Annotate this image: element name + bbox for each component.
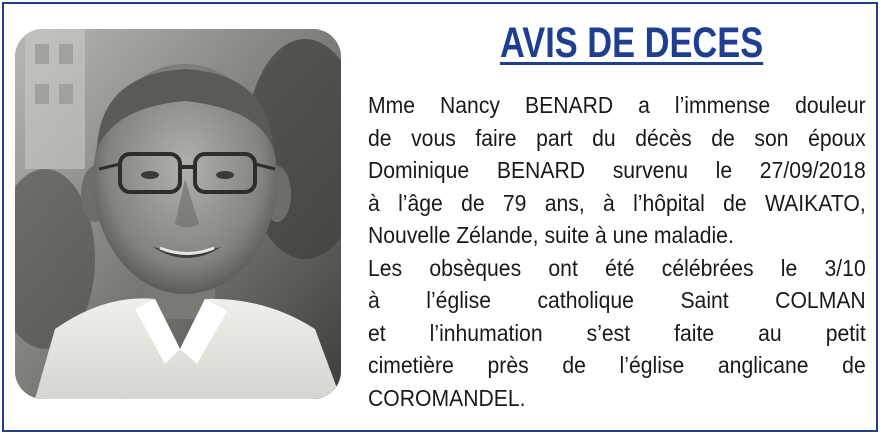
notice-line: Les obsèques ont été célébrées le 3/10 (368, 254, 866, 281)
notice-title: AVIS DE DECES (500, 19, 764, 67)
notice-line: de vous faire part du décès de son époux (368, 124, 866, 151)
notice-line: à l’église catholique Saint COLMAN (368, 287, 866, 313)
notice-body (368, 89, 866, 414)
portrait-photo-icon (15, 29, 341, 399)
notice-line: cimetière près de l’église anglicane de (368, 352, 866, 378)
notice-line: et l’inhumation s’est faite au petit (368, 319, 866, 346)
notice-line: Dominique BENARD survenu le 27/09/2018 (368, 157, 866, 183)
notice-line: Mme Nancy BENARD a l’immense douleur (368, 92, 866, 118)
notice-line: Nouvelle Zélande, suite à une maladie. (368, 222, 734, 248)
notice-line: COROMANDEL. (368, 384, 526, 411)
death-notice (2, 2, 878, 432)
notice-line: à l’âge de 79 ans, à l’hôpital de WAIKATO, (368, 189, 866, 216)
